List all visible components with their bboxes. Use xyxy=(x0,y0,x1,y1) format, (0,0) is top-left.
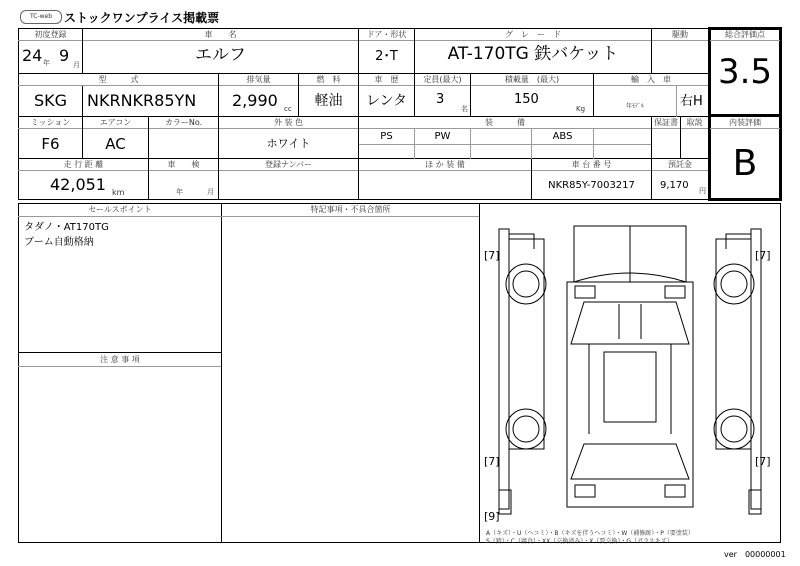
grade: AT-170TG 鉄バケット xyxy=(447,44,619,64)
color-no-label: カラーNo. xyxy=(164,118,203,127)
row-line xyxy=(18,158,708,159)
exterior-color: ホワイト xyxy=(266,137,311,150)
other-equipment-label: ほ か 装 備 xyxy=(425,160,465,169)
car-name-label: 車 名 xyxy=(204,30,237,39)
score-line xyxy=(710,128,780,129)
equipment-item: ABS xyxy=(552,131,573,142)
sales-caution-line xyxy=(18,352,221,353)
load-unit: Kg xyxy=(576,105,586,113)
caution-header: 注 意 事 項 xyxy=(100,355,140,364)
aircon-label: エアコン xyxy=(99,118,132,127)
header-line xyxy=(18,216,479,217)
logo-text: TC-web xyxy=(29,13,53,20)
row-line xyxy=(18,40,708,41)
capacity-unit: 名 xyxy=(461,105,468,113)
first-reg-month: 9 xyxy=(59,46,70,65)
tire-label-spare: [9] xyxy=(484,510,500,523)
capacity: 3 xyxy=(436,92,445,107)
row-line xyxy=(18,170,708,171)
displacement-unit: cc xyxy=(284,105,292,113)
grade-label: グ レ ー ド xyxy=(505,30,561,39)
model-prefix: SKG xyxy=(33,91,68,110)
table-border-top xyxy=(18,28,708,29)
displacement-label: 排気量 xyxy=(246,75,271,84)
interior-score-label: 内装評価 xyxy=(729,118,761,127)
lower-divider xyxy=(221,203,222,543)
door-type: 2･T xyxy=(375,49,398,64)
capacity-label: 定員(最大) xyxy=(423,75,462,84)
score-divider xyxy=(710,114,780,117)
displacement: 2,990 xyxy=(232,91,278,110)
vehicle-diagram xyxy=(479,204,781,522)
load: 150 xyxy=(514,92,539,107)
reserve-unit: 円 xyxy=(699,187,706,195)
model: NKRNKR85YN xyxy=(87,91,197,110)
chassis-no-label: 車 台 番 号 xyxy=(571,160,612,169)
page-title: ストックワンプライス掲載票 xyxy=(64,11,220,25)
equip-sub-line xyxy=(359,144,651,145)
mileage: 42,051 xyxy=(50,175,106,194)
import-handle: 右H xyxy=(680,94,703,109)
load-label: 積載量 (最大) xyxy=(504,75,560,84)
inspection-label: 車 検 xyxy=(167,160,200,169)
chassis-no: NKR85Y-7003217 xyxy=(548,180,635,191)
legend-line: S（錆）・C（腐食）・XX（交換済み）・X（要交換）・G（ガラスキズ） xyxy=(486,538,673,545)
sales-points-header: セールスポイント xyxy=(88,205,152,214)
plate-label: 登録ナンバー xyxy=(264,160,313,169)
col-line xyxy=(676,86,677,117)
aircon: AC xyxy=(105,135,126,153)
history: レンタ xyxy=(365,93,408,109)
overall-score: 3.5 xyxy=(717,52,773,92)
inspection-month-unit: 月 xyxy=(207,188,214,196)
mission: F6 xyxy=(41,135,60,153)
score-line xyxy=(710,40,780,41)
special-notes-header: 特記事項・不具合箇所 xyxy=(310,205,391,214)
tire-label-rear-right: [7] xyxy=(755,455,771,468)
fuel-label: 燃 料 xyxy=(316,75,341,84)
sales-point-line: ブーム自動格納 xyxy=(24,237,94,248)
row-line xyxy=(18,85,708,86)
logo xyxy=(20,10,62,24)
first-reg-year: 24 xyxy=(22,46,43,65)
table-border-bottom xyxy=(18,199,708,200)
header-line xyxy=(18,366,221,367)
version: ver 00000001 xyxy=(724,550,786,559)
legend-line: A（キズ）・U（ヘコミ）・B（キズを伴うヘコミ）・W（補修跡）・P（要塗装） xyxy=(486,530,694,537)
equipment-label: 装 備 xyxy=(485,118,525,127)
interior-score: B xyxy=(732,143,758,184)
history-label: 車 歴 xyxy=(374,75,399,84)
warranty-label: 保証書 xyxy=(654,118,678,127)
inspection-year-unit: 年 xyxy=(176,188,183,196)
table-border-left xyxy=(18,28,19,200)
equipment-item: PW xyxy=(434,131,451,142)
drive-label: 駆動 xyxy=(672,30,688,39)
sales-point-line: タダノ・AT170TG xyxy=(24,222,109,233)
exterior-color-label: 外 装 色 xyxy=(273,118,304,127)
car-name: エルフ xyxy=(195,45,246,65)
manual-label: 取説 xyxy=(686,118,703,127)
door-type-label: ドア・形状 xyxy=(366,30,407,39)
first-reg-year-unit: 年 xyxy=(43,59,50,67)
reserve-label: 預託金 xyxy=(668,160,692,169)
import-year-model: 年ﾓﾃﾞﾙ xyxy=(626,103,645,110)
tire-label-rear-left: [7] xyxy=(484,455,500,468)
mission-label: ミッション xyxy=(30,118,71,127)
mileage-label: 走 行 距 離 xyxy=(63,160,104,169)
mileage-unit: km xyxy=(112,188,125,197)
row-line xyxy=(18,128,708,129)
tire-label-front-left: [7] xyxy=(484,249,500,262)
first-reg-label: 初度登録 xyxy=(34,30,67,39)
fuel: 軽油 xyxy=(314,93,343,109)
tire-label-front-right: [7] xyxy=(755,249,771,262)
first-reg-month-unit: 月 xyxy=(73,61,80,69)
overall-score-label: 総合評価点 xyxy=(725,30,765,39)
import-label: 輸 入 車 xyxy=(631,75,671,84)
row-line xyxy=(18,116,708,117)
row-line xyxy=(18,73,708,74)
equipment-item: PS xyxy=(380,131,393,142)
model-label: 型 式 xyxy=(98,75,139,84)
col-line xyxy=(82,86,83,117)
reserve: 9,170 xyxy=(660,180,689,191)
